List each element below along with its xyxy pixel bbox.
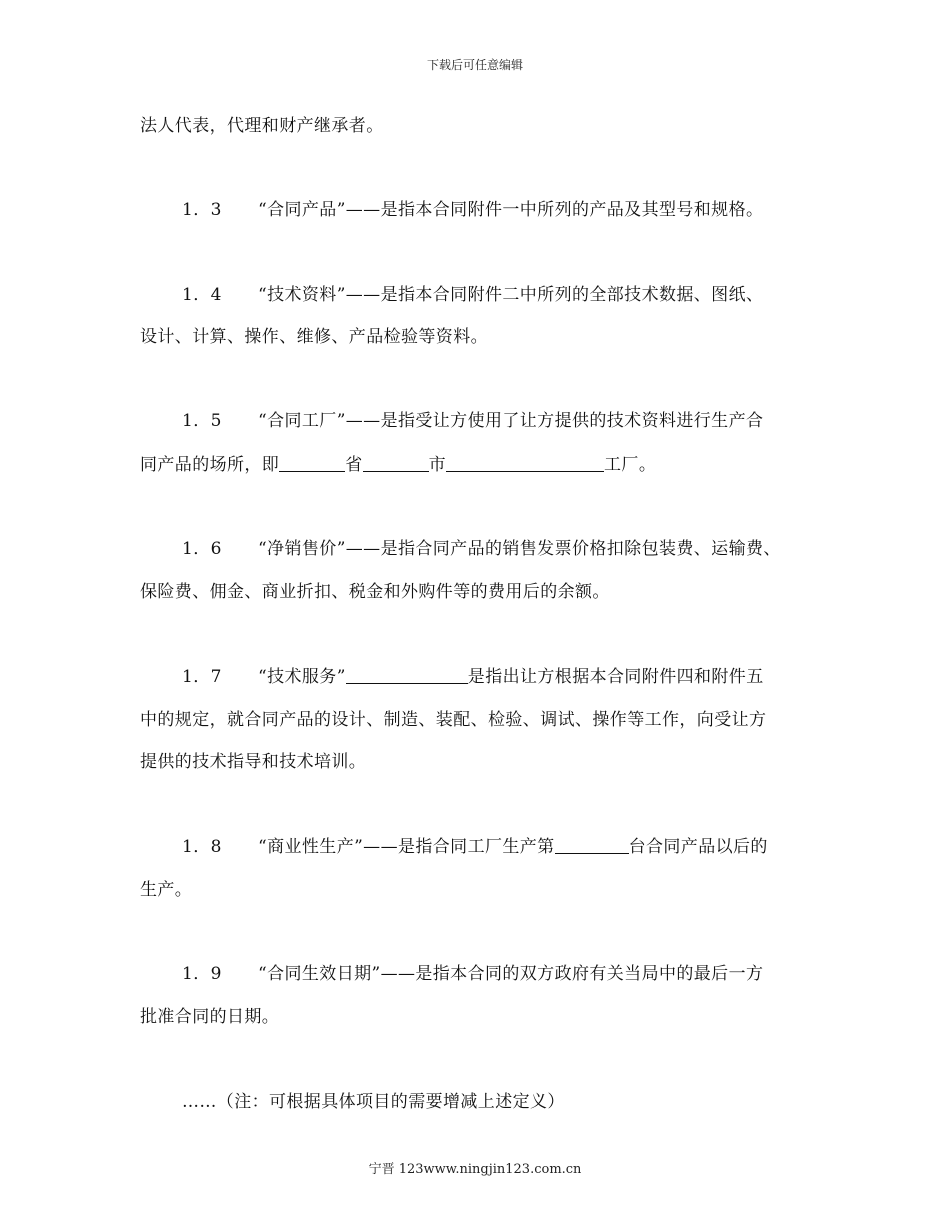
- definition-1-8: [182, 837, 768, 857]
- clause-text: 台合同产品以后的: [628, 837, 768, 857]
- clause-text: 是指出让方根据本合同附件四和附件五: [467, 667, 764, 687]
- clause-number: 1．6: [182, 539, 222, 559]
- clause-text: “技术资料”——是指本合同附件二中所列的全部技术数据、图纸、: [258, 285, 764, 305]
- clause-text: “技术服务”: [258, 667, 346, 687]
- clause-text: “合同工厂”——是指受让方使用了让方提供的技术资料进行生产合: [258, 411, 764, 431]
- clause-number: 1．8: [182, 837, 222, 857]
- clause-text: 市: [428, 455, 447, 475]
- clause-continuation: 提供的技术指导和技术培训。: [140, 752, 367, 772]
- definition-1-9: [182, 964, 763, 984]
- clause-number: 1．7: [182, 667, 222, 687]
- clause-text: 同产品的场所，即: [140, 455, 280, 475]
- clause-continuation: [140, 455, 656, 475]
- page-footer: 宁晋 123www.ningjin123.com.cn: [368, 1162, 582, 1177]
- clause-continuation: 生产。: [140, 880, 193, 900]
- clause-number: 1．4: [182, 285, 222, 305]
- clause-number: 1．9: [182, 964, 222, 984]
- clause-text: 工厂。: [604, 455, 657, 475]
- city-blank[interactable]: [363, 455, 429, 472]
- clause-continuation: 保险费、佣金、商业折扣、税金和外购件等的费用后的余额。: [140, 582, 610, 602]
- definition-1-5: [182, 411, 763, 431]
- quantity-blank[interactable]: [555, 837, 629, 854]
- clause-continuation: 批准合同的日期。: [140, 1007, 280, 1027]
- definition-1-4: [182, 285, 763, 305]
- factory-blank[interactable]: [446, 455, 604, 472]
- definition-1-6: [182, 539, 781, 559]
- page-header: 下载后可任意编辑: [426, 58, 523, 72]
- clause-text: “合同产品”——是指本合同附件一中所列的产品及其型号和规格。: [258, 200, 764, 220]
- service-blank[interactable]: [346, 667, 468, 684]
- clause-text: “商业性生产”——是指合同工厂生产第: [258, 837, 555, 857]
- clause-continuation: 设计、计算、操作、维修、产品检验等资料。: [140, 327, 488, 347]
- definition-1-3: [182, 200, 763, 220]
- clause-text: “净销售价”——是指合同产品的销售发票价格扣除包装费、运输费、: [258, 539, 781, 559]
- province-blank[interactable]: [279, 455, 345, 472]
- clause-text: 省: [345, 455, 363, 475]
- clause-text: “合同生效日期”——是指本合同的双方政府有关当局中的最后一方: [258, 964, 764, 984]
- clause-continuation: 中的规定，就合同产品的设计、制造、装配、检验、调试、操作等工作，向受让方: [140, 710, 767, 730]
- clause-number: 1．3: [182, 200, 222, 220]
- definition-1-7: [182, 667, 764, 687]
- definitions-note: ……（注：可根据具体项目的需要增减上述定义）: [182, 1092, 565, 1112]
- clause-number: 1．5: [182, 411, 222, 431]
- paragraph-line: 法人代表，代理和财产继承者。: [140, 116, 384, 136]
